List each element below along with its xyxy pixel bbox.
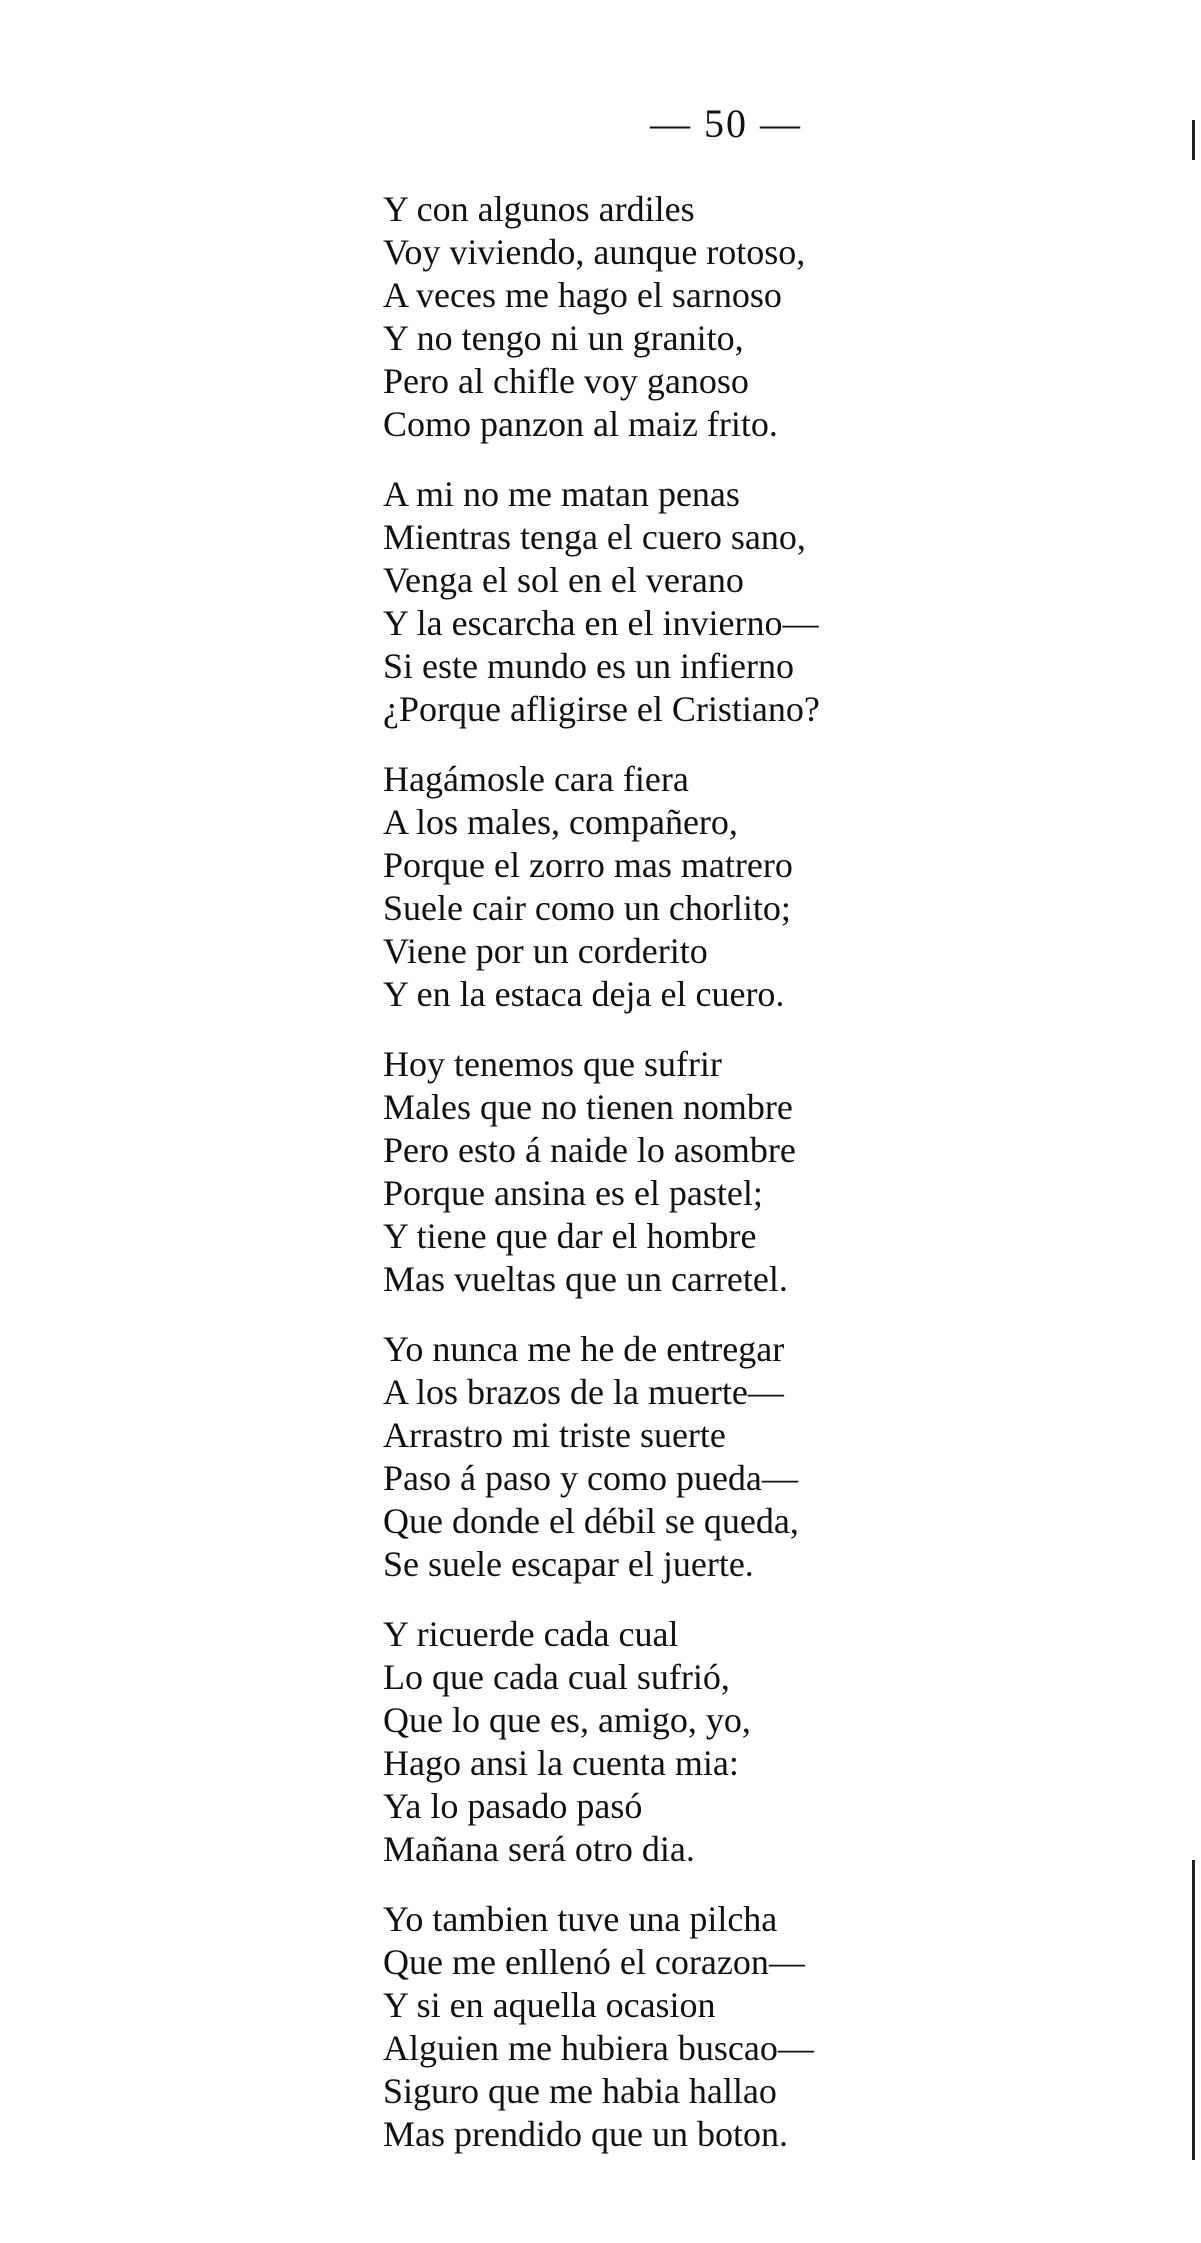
verse-line: Mañana será otro dia. <box>383 1829 695 1869</box>
verse-line: A los males, compañero, <box>383 802 738 842</box>
verse-line: Mas vueltas que un carretel. <box>383 1259 788 1299</box>
verse-line: Hago ansi la cuenta mia: <box>383 1743 739 1783</box>
verse-line: Arrastro mi triste suerte <box>383 1415 726 1455</box>
verse-line: A los brazos de la muerte— <box>383 1372 784 1412</box>
verse-line: Yo nunca me he de entregar <box>383 1329 785 1369</box>
verse-line: Y en la estaca deja el cuero. <box>383 974 785 1014</box>
verse-line: Pero al chifle voy ganoso <box>383 361 749 401</box>
verse-line: Y no tengo ni un granito, <box>383 318 744 358</box>
verse-line: Mientras tenga el cuero sano, <box>383 517 806 557</box>
stanza <box>383 1613 1083 1871</box>
verse-line: A mi no me matan penas <box>383 474 740 514</box>
verse-line: Que donde el débil se queda, <box>383 1501 799 1541</box>
verse-line: Alguien me hubiera buscao— <box>383 2028 814 2068</box>
verse-line: Que lo que es, amigo, yo, <box>383 1700 751 1740</box>
verse-line: Y la escarcha en el invierno— <box>383 603 819 643</box>
stanza <box>383 188 1083 446</box>
verse-line: Venga el sol en el verano <box>383 560 744 600</box>
verse-line: Paso á paso y como pueda— <box>383 1458 798 1498</box>
verse-line: ¿Porque afligirse el Cristiano? <box>383 689 820 729</box>
verse-line: Siguro que me habia hallao <box>383 2071 777 2111</box>
verse-line: Y ricuerde cada cual <box>383 1614 679 1654</box>
verse-line: A veces me hago el sarnoso <box>383 275 782 315</box>
stanza <box>383 1898 1083 2156</box>
verse-line: Suele cair como un chorlito; <box>383 888 791 928</box>
verse-line: Hagámosle cara fiera <box>383 759 689 799</box>
verse-line: Y tiene que dar el hombre <box>383 1216 757 1256</box>
verse-line: Y si en aquella ocasion <box>383 1985 716 2025</box>
verse-line: Que me enllenó el corazon— <box>383 1942 805 1982</box>
verse-line: Si este mundo es un infierno <box>383 646 794 686</box>
verse-line: Lo que cada cual sufrió, <box>383 1657 730 1697</box>
page-edge-mark <box>1192 120 1195 160</box>
verse-line: Porque el zorro mas matrero <box>383 845 793 885</box>
stanza <box>383 1043 1083 1301</box>
verse-line: Se suele escapar el juerte. <box>383 1544 754 1584</box>
verse-line: Pero esto á naide lo asombre <box>383 1130 796 1170</box>
verse-line: Mas prendido que un boton. <box>383 2114 788 2154</box>
page-number: — 50 — <box>650 101 802 146</box>
verse-line: Porque ansina es el pastel; <box>383 1173 763 1213</box>
verse-line: Voy viviendo, aunque rotoso, <box>383 232 806 272</box>
verse-line: Como panzon al maiz frito. <box>383 404 778 444</box>
poem <box>383 188 1083 2183</box>
stanza <box>383 473 1083 731</box>
verse-line: Y con algunos ardiles <box>383 189 695 229</box>
page-edge-mark <box>1192 1860 1195 2160</box>
verse-line: Males que no tienen nombre <box>383 1087 793 1127</box>
verse-line: Ya lo pasado pasó <box>383 1786 643 1826</box>
verse-line: Yo tambien tuve una pilcha <box>383 1899 778 1939</box>
stanza <box>383 758 1083 1016</box>
stanza <box>383 1328 1083 1586</box>
verse-line: Viene por un corderito <box>383 931 708 971</box>
verse-line: Hoy tenemos que sufrir <box>383 1044 722 1084</box>
